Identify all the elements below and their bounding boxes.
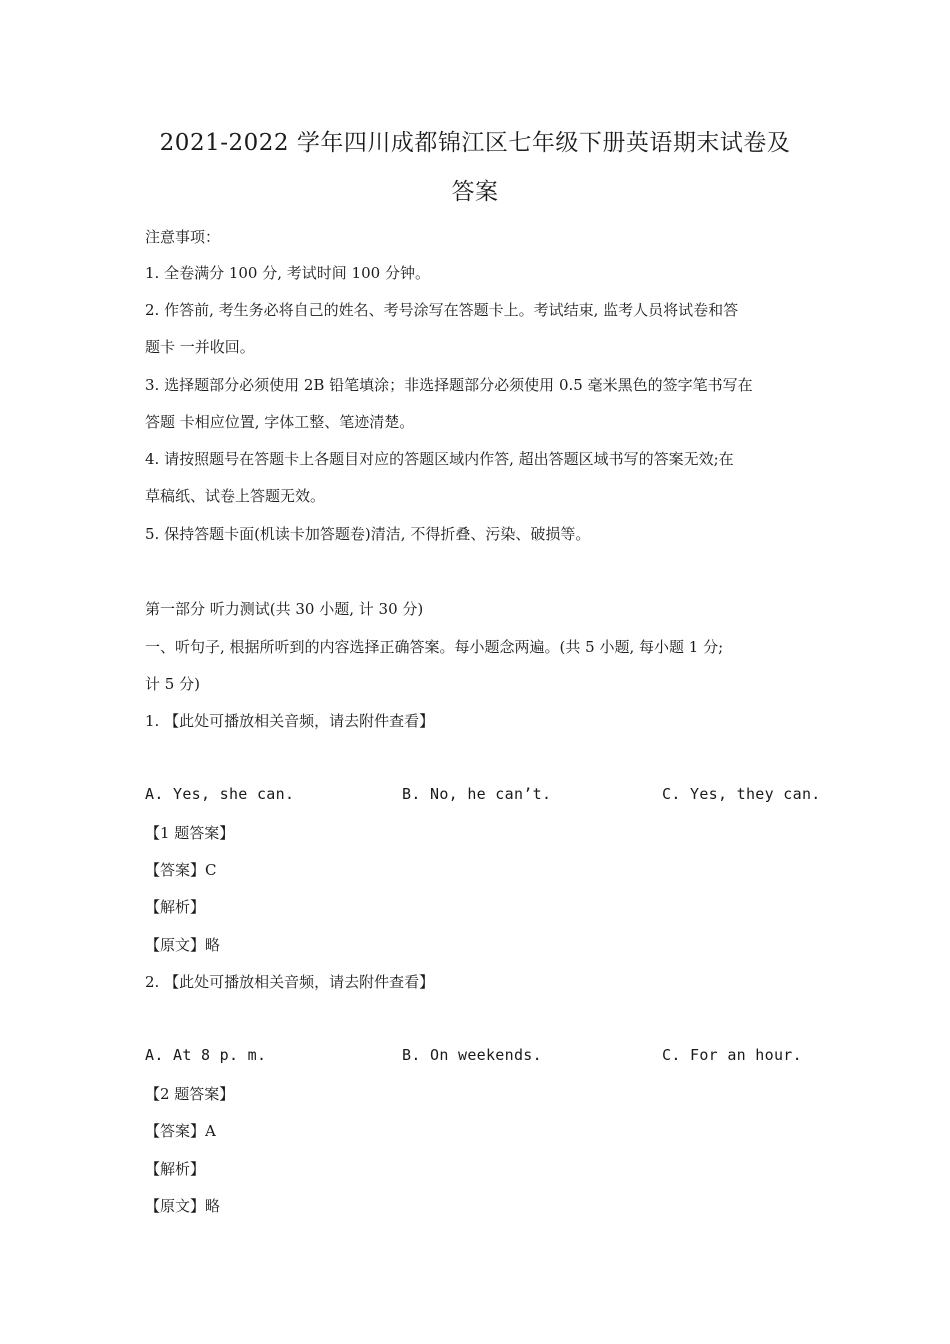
note-line: 答题 卡相应位置, 字体工整、笔迹清楚。 — [145, 413, 415, 431]
note-line: 题卡 一并收回。 — [145, 338, 255, 356]
option-a: A. Yes, she can. — [145, 785, 295, 803]
question-prompt: 1. 【此处可播放相关音频，请去附件查看】 — [145, 712, 435, 730]
answer-header: 【2 题答案】 — [145, 1085, 235, 1103]
document-title-line-1: 2021-2022 学年四川成都锦江区七年级下册英语期末试卷及 — [159, 130, 791, 156]
analysis: 【解析】 — [145, 1160, 206, 1178]
original-text: 【原文】略 — [145, 936, 221, 954]
option-a: A. At 8 p. m. — [145, 1046, 267, 1064]
note-line: 2. 作答前, 考生务必将自己的姓名、考号涂写在答题卡上。考试结束, 监考人员将试卷和答 — [145, 301, 739, 319]
document-title-line-2: 答案 — [451, 179, 499, 205]
section-instruction: 计 5 分) — [145, 675, 200, 693]
answer: 【答案】A — [145, 1122, 216, 1140]
section-instruction: 一、听句子, 根据所听到的内容选择正确答案。每小题念两遍。(共 5 小题, 每小题 1 分; — [145, 638, 724, 656]
note-line: 5. 保持答题卡面(机读卡加答题卷)清洁, 不得折叠、污染、破损等。 — [145, 525, 591, 543]
answer: 【答案】C — [145, 861, 217, 879]
notes-heading: 注意事项： — [145, 228, 221, 246]
option-c: C. Yes, they can. — [662, 785, 821, 803]
answer-header: 【1 题答案】 — [145, 824, 235, 842]
option-c: C. For an hour. — [662, 1046, 802, 1064]
note-line: 4. 请按照题号在答题卡上各题目对应的答题区域内作答, 超出答题区域书写的答案无效;在 — [145, 450, 734, 468]
note-line: 草稿纸、试卷上答题无效。 — [145, 487, 326, 505]
note-line: 1. 全卷满分 100 分, 考试时间 100 分钟。 — [145, 264, 430, 282]
note-line: 3. 选择题部分必须使用 2B 铅笔填涂；非选择题部分必须使用 0.5 毫米黑色的签字笔书写在 — [145, 376, 753, 394]
option-b: B. No, he can’t. — [402, 785, 552, 803]
option-b: B. On weekends. — [402, 1046, 542, 1064]
analysis: 【解析】 — [145, 898, 206, 916]
question-prompt: 2. 【此处可播放相关音频，请去附件查看】 — [145, 973, 435, 991]
original-text: 【原文】略 — [145, 1197, 221, 1215]
part-title: 第一部分 听力测试(共 30 小题, 计 30 分) — [145, 600, 424, 618]
